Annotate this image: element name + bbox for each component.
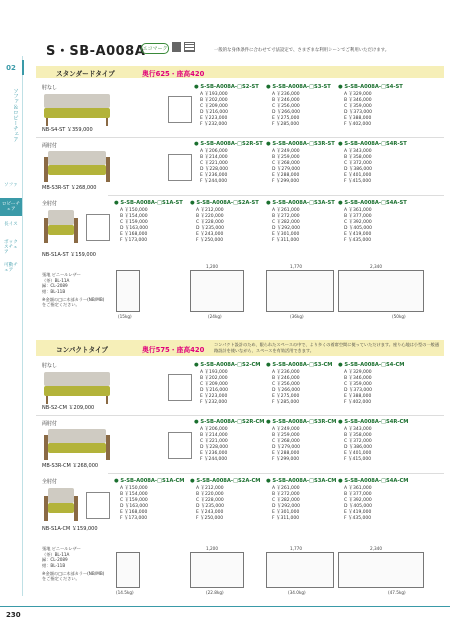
dimension-drawing xyxy=(86,492,110,519)
model-code: ● S-SB-A008A-□S2A-ST xyxy=(190,200,259,206)
model-code: ● S-SB-A008A-□S1A-CM xyxy=(114,478,185,484)
sofa-image xyxy=(44,429,110,461)
armchair-image xyxy=(44,488,78,522)
page-title: S・SB-A008A xyxy=(46,44,146,59)
weight-label: (14.5kg) xyxy=(116,590,134,595)
section-type-label: スタンダードタイプ xyxy=(56,70,115,78)
price-list: A ￥249,000 B ￥259,000 C ￥268,000 D ￥279,000 E ￥288,000 F ￥299,000 xyxy=(272,427,301,462)
sidebar-main-label: ソファ＆ロビーチェア xyxy=(12,88,18,142)
model-code: ● S-SB-A008A-□S4-CM xyxy=(338,362,405,368)
sofa-image xyxy=(44,94,110,127)
plan-width-label: 2,340 xyxy=(370,264,382,269)
price-list: A ￥212,000 B ￥220,000 C ￥228,000 D ￥235,000 E ￥243,000 F ￥250,000 xyxy=(196,486,225,521)
price-list: A ￥261,000 B ￥272,000 C ￥282,000 D ￥292,000 E ￥301,000 F ￥311,000 xyxy=(272,486,301,521)
floor-plan xyxy=(266,552,334,588)
floor-plan xyxy=(338,270,424,312)
model-code: ● S-SB-A008A-□S2R-ST xyxy=(194,141,263,147)
section-type-label: コンパクトタイプ xyxy=(56,346,108,354)
row-label: 肘なし xyxy=(42,363,58,369)
weight-label: (24kg) xyxy=(208,314,222,319)
weight-label: (15kg) xyxy=(118,314,132,319)
price-list: A ￥249,000 B ￥259,000 C ￥268,000 D ￥279,000 E ￥288,000 F ￥299,000 xyxy=(272,149,301,184)
plan-width-label: 1,200 xyxy=(206,264,218,269)
sofa-image xyxy=(44,372,110,405)
price-list: A ￥212,000 B ￥220,000 C ￥228,000 D ￥235,000 E ￥243,000 F ￥250,000 xyxy=(196,208,225,243)
row-divider xyxy=(108,195,444,196)
model-code: ● S-SB-A008A-□S4-ST xyxy=(338,84,403,90)
floor-plan xyxy=(338,552,424,588)
floor-plan xyxy=(190,270,244,312)
price-list: A ￥193,000 B ￥202,000 C ￥209,000 D ￥216,000 E ￥223,000 F ￥232,000 xyxy=(200,92,229,127)
grid-icon xyxy=(184,42,195,52)
price-list: A ￥343,000 B ￥358,000 C ￥372,000 D ￥386,000 E ￥401,000 F ￥415,000 xyxy=(344,427,373,462)
weight-label: (34.0kg) xyxy=(288,590,306,595)
model-code: ● S-SB-A008A-□S2A-CM xyxy=(190,478,261,484)
weight-label: (47.5kg) xyxy=(388,590,406,595)
price-list: A ￥361,000 B ￥377,000 C ￥392,000 D ￥405,000 E ￥419,000 F ￥435,000 xyxy=(344,208,373,243)
model-code: ● S-SB-A008A-□S3A-CM xyxy=(266,478,337,484)
page-number: 230 xyxy=(6,611,21,619)
row-label: 両肘付 xyxy=(42,421,58,427)
model-code: ● S-SB-A008A-□S3-CM xyxy=(266,362,333,368)
sidebar-item-lobby-chair[interactable]: ロビーチェア xyxy=(0,198,22,216)
price-list: A ￥361,000 B ￥377,000 C ￥392,000 D ￥405,000 E ￥419,000 F ￥435,000 xyxy=(344,486,373,521)
sofa-image xyxy=(44,151,110,183)
row-label: 両肘付 xyxy=(42,143,58,149)
dimension-drawing xyxy=(168,96,192,123)
dimension-drawing xyxy=(168,154,192,181)
weight-label: (36kg) xyxy=(290,314,304,319)
price-list: A ￥343,000 B ￥358,000 C ￥372,000 D ￥386,000 E ￥401,000 F ￥415,000 xyxy=(344,149,373,184)
price-list: A ￥329,000 B ￥346,000 C ￥359,000 D ￥373,000 E ￥388,000 F ￥402,000 xyxy=(344,92,373,127)
sidebar-page-group[interactable]: 02 xyxy=(0,60,24,75)
price-list: A ￥206,000 B ￥214,000 C ￥221,000 D ￥228,000 E ￥236,000 F ￥244,000 xyxy=(200,427,229,462)
model-code: ● S-SB-A008A-□S3A-ST xyxy=(266,200,335,206)
material-note: 張地 ビニールレザー （茶）BL-11A 緑：CL-2089 紺：BL-11B ※金額の□に木部カラー(NB/MB)をご指定ください。 xyxy=(42,546,105,582)
sidebar-item-bench[interactable]: 長イス xyxy=(4,222,18,227)
floor-plan xyxy=(116,270,140,312)
spec-icon xyxy=(172,42,181,52)
model-code: ● S-SB-A008A-□S2R-CM xyxy=(194,419,265,425)
section-depth-label: 奥行575・座高420 xyxy=(142,346,205,354)
plan-width-label: 2,340 xyxy=(370,546,382,551)
example-model-price: NB-S4-ST ￥359,000 xyxy=(42,127,93,133)
model-code: ● S-SB-A008A-□S3-ST xyxy=(266,84,331,90)
price-list: A ￥329,000 B ￥346,000 C ￥359,000 D ￥373,000 E ￥388,000 F ￥402,000 xyxy=(344,370,373,405)
sidebar-item-sofa[interactable]: ソファ xyxy=(4,183,18,188)
armchair-image xyxy=(44,210,78,244)
floor-plan xyxy=(266,270,334,312)
sidebar-divider xyxy=(22,56,23,596)
price-list: A ￥150,000 B ￥154,000 C ￥159,000 D ￥163,000 E ￥168,000 F ￥173,000 xyxy=(120,486,149,521)
example-model-price: NB-S1A-ST ￥159,000 xyxy=(42,252,96,258)
section-depth-label: 奥行625・座高420 xyxy=(142,70,205,78)
example-model-price: MB-S3R-CM ￥268,000 xyxy=(42,463,99,469)
model-code: ● S-SB-A008A-□S2-CM xyxy=(194,362,261,368)
price-list: A ￥193,000 B ￥202,000 C ￥209,000 D ￥216,000 E ￥223,000 F ￥232,000 xyxy=(200,370,229,405)
price-list: A ￥236,000 B ￥246,000 C ￥256,000 D ￥266,000 E ￥275,000 F ￥285,000 xyxy=(272,370,301,405)
dimension-drawing xyxy=(168,432,192,459)
row-divider xyxy=(36,137,444,138)
weight-label: (22.8kg) xyxy=(206,590,224,595)
row-divider xyxy=(108,473,444,474)
row-label: 肘なし xyxy=(42,85,58,91)
dimension-drawing xyxy=(86,214,110,241)
plan-width-label: 1,770 xyxy=(290,264,302,269)
sidebar-item-movable-chair[interactable]: 可動チェア xyxy=(4,263,18,274)
header-note: 一般的な身体条件に合わせて寸法設定で、さまざまな利用シーンでご利用いただけます。 xyxy=(214,48,390,53)
price-list: A ￥236,000 B ￥246,000 C ￥256,000 D ￥266,000 E ￥275,000 F ￥285,000 xyxy=(272,92,301,127)
material-note: 張地 ビニールレザー （茶）BL-11A 緑：CL-2089 紺：BL-11B ※金額の□に木部カラー(NB/MB)をご指定ください。 xyxy=(42,272,105,308)
section-note: コンパクト設計のため、限られたスペースの中で、より多くの着席空間に使っていただけます。座り心地は小型の一般通路設計を使いながら、スペースを有効活用できます。 xyxy=(214,342,440,353)
example-model-price: MB-S3R-ST ￥268,000 xyxy=(42,185,97,191)
price-list: A ￥206,000 B ￥214,000 C ￥221,000 D ￥228,000 E ￥236,000 F ￥244,000 xyxy=(200,149,229,184)
model-code: ● S-SB-A008A-□S4R-ST xyxy=(338,141,407,147)
floor-plan xyxy=(116,552,140,588)
dimension-drawing xyxy=(168,374,192,401)
plan-width-label: 1,770 xyxy=(290,546,302,551)
weight-label: (50kg) xyxy=(392,314,406,319)
model-code: ● S-SB-A008A-□S4A-ST xyxy=(338,200,407,206)
model-code: ● S-SB-A008A-□S1A-ST xyxy=(114,200,183,206)
model-code: ● S-SB-A008A-□S3R-ST xyxy=(266,141,335,147)
plan-width-label: 1,200 xyxy=(206,546,218,551)
floor-plan xyxy=(190,552,244,588)
eco-mark-badge: エコマーク xyxy=(141,43,169,54)
price-list: A ￥150,000 B ￥154,000 C ￥159,000 D ￥163,000 E ￥168,000 F ￥173,000 xyxy=(120,208,149,243)
row-label: 全肘付 xyxy=(42,201,58,207)
model-code: ● S-SB-A008A-□S3R-CM xyxy=(266,419,337,425)
price-list: A ￥261,000 B ￥272,000 C ￥282,000 D ￥292,000 E ￥301,000 F ￥311,000 xyxy=(272,208,301,243)
example-model-price: NB-S2-CM ￥209,000 xyxy=(42,405,95,411)
model-code: ● S-SB-A008A-□S4A-CM xyxy=(338,478,409,484)
row-label: 全肘付 xyxy=(42,479,58,485)
model-code: ● S-SB-A008A-□S2-ST xyxy=(194,84,259,90)
model-code: ● S-SB-A008A-□S4R-CM xyxy=(338,419,409,425)
row-divider xyxy=(36,415,444,416)
footer-divider xyxy=(0,606,450,607)
example-model-price: NB-S1A-CM ￥159,000 xyxy=(42,526,98,532)
sidebar-item-box-chair[interactable]: ボックスチェア xyxy=(4,240,18,256)
